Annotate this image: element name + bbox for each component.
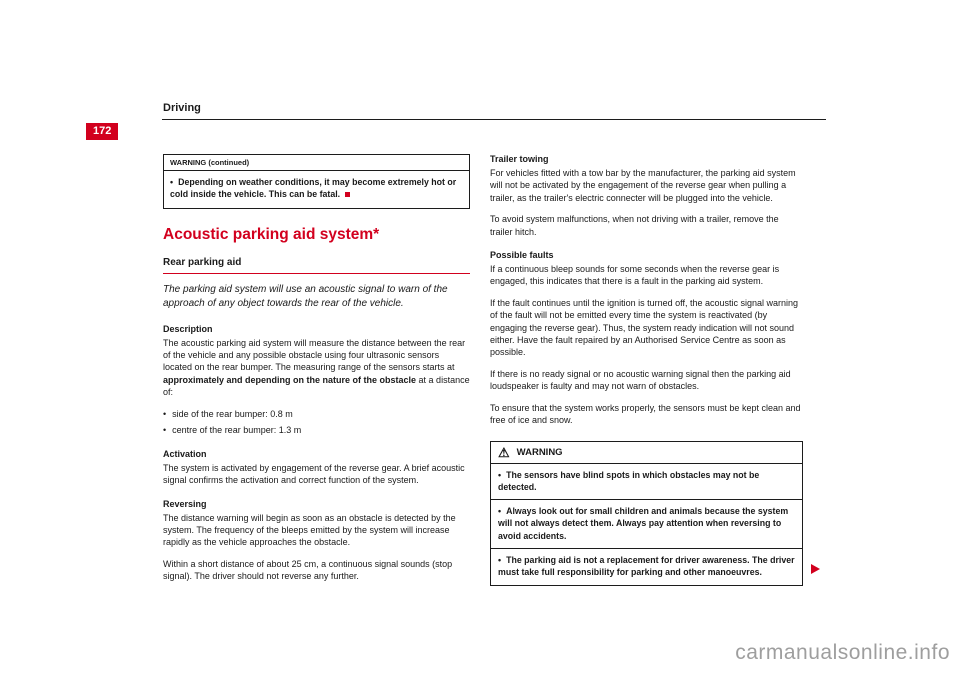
warning-title: WARNING bbox=[516, 446, 563, 458]
faults-paragraph-1: If a continuous bleep sounds for some seconds when the reverse gear is engaged, this indicates that there is a fault in the parking aid system. bbox=[490, 264, 780, 287]
warning-triangle-icon: ⚠ bbox=[498, 444, 510, 460]
warning-continued-title: WARNING (continued) bbox=[164, 155, 469, 171]
watermark: carmanualsonline.info bbox=[735, 641, 950, 664]
activation-paragraph: The system is activated by engagement of the reverse gear. A brief acoustic signal confirms the activation and correct function of the system. bbox=[163, 462, 465, 486]
end-of-warning-marker bbox=[345, 192, 350, 197]
faults-paragraph-3: If there is no ready signal or no acoustic warning signal then the parking aid loudspeaker is faulty and may not warn of obstacles. bbox=[490, 368, 791, 392]
reversing-paragraph-2: Within a short distance of about 25 cm, a continuous signal sounds (stop signal). The driver should not reverse any further. bbox=[163, 558, 453, 582]
warning-item bbox=[170, 176, 463, 201]
activation-label: Activation bbox=[163, 448, 207, 459]
description-text-bold: approximately and depending on the nature of the obstacle bbox=[163, 374, 417, 385]
warning-header bbox=[491, 442, 802, 464]
page-number: 172 bbox=[86, 123, 118, 140]
trailer-towing-label: Trailer towing bbox=[490, 154, 549, 164]
header-rule bbox=[162, 119, 826, 120]
left-column bbox=[163, 153, 470, 592]
warning-continued-box bbox=[163, 154, 470, 209]
page-title: Acoustic parking aid system* bbox=[163, 225, 380, 243]
warning-item: • Always look out for small children and animals because the system will not always detect them. Always pay attention when reversing to avoid accidents. bbox=[491, 500, 802, 549]
list-item: • side of the rear bumper: 0.8 m bbox=[163, 408, 470, 421]
faults-paragraph-2: If the fault continues until the ignition is turned off, the acoustic signal warning of the fault will not be emitted every time the system is reactivated (by engaging the reverse gear). Thus, the system ready indication will not sound either. Have the fault repaired by an Authorised Service Centre as soon as possible. bbox=[490, 297, 799, 358]
distance-list bbox=[163, 408, 470, 437]
intro-text: The parking aid system will use an acoustic signal to warn of the approach of any object towards the rear of the vehicle. bbox=[163, 283, 448, 310]
possible-faults-label: Possible faults bbox=[490, 250, 554, 261]
trailer-paragraph-2: To avoid system malfunctions, when not driving with a trailer, remove the trailer hitch. bbox=[490, 214, 779, 237]
list-item: • centre of the rear bumper: 1.3 m bbox=[163, 424, 470, 437]
warning-item: • The sensors have blind spots in which obstacles may not be detected. bbox=[491, 464, 802, 501]
trailer-paragraph-1: For vehicles fitted with a tow bar by the manufacturer, the parking aid system will not be activated by the engagement of the reverse gear when pulling a trailer, as the trailer's electric connecter will be plugged into the vehicle. bbox=[490, 168, 796, 203]
warning-continued-body bbox=[164, 171, 469, 208]
warning-box-wrap bbox=[490, 441, 803, 586]
faults-paragraph-4: To ensure that the system works properly, the sensors must be kept clean and free of ice and snow. bbox=[490, 402, 801, 426]
reversing-paragraph-1: The distance warning will begin as soon as an obstacle is detected by the system. The frequency of the bleeps emitted by the system will increase rapidly as the vehicle approaches the obstacle. bbox=[163, 512, 456, 548]
section-title: Driving bbox=[163, 102, 201, 114]
warning-item: • The parking aid is not a replacement for driver awareness. The driver must take full responsibility for parking and other manoeuvres. bbox=[491, 549, 802, 585]
section-subheading: Rear parking aid bbox=[163, 257, 470, 274]
description-paragraph bbox=[163, 337, 470, 399]
warning-box bbox=[490, 441, 803, 586]
warning-item-text: Depending on weather conditions, it may become extremely hot or cold inside the vehicle. This can be fatal. bbox=[170, 177, 457, 200]
description-text-post: at a distance of: bbox=[163, 374, 470, 398]
right-column bbox=[490, 153, 803, 586]
reversing-label: Reversing bbox=[163, 498, 207, 509]
continuation-arrow-icon bbox=[811, 564, 820, 574]
description-label: Description bbox=[163, 323, 213, 334]
description-text-pre: The acoustic parking aid system will measure the distance between the rear of the vehicle and any possible obstacle using four ultrasonic sensors located on the rear bumper. The measuring range of the sensors starts at bbox=[163, 337, 466, 373]
